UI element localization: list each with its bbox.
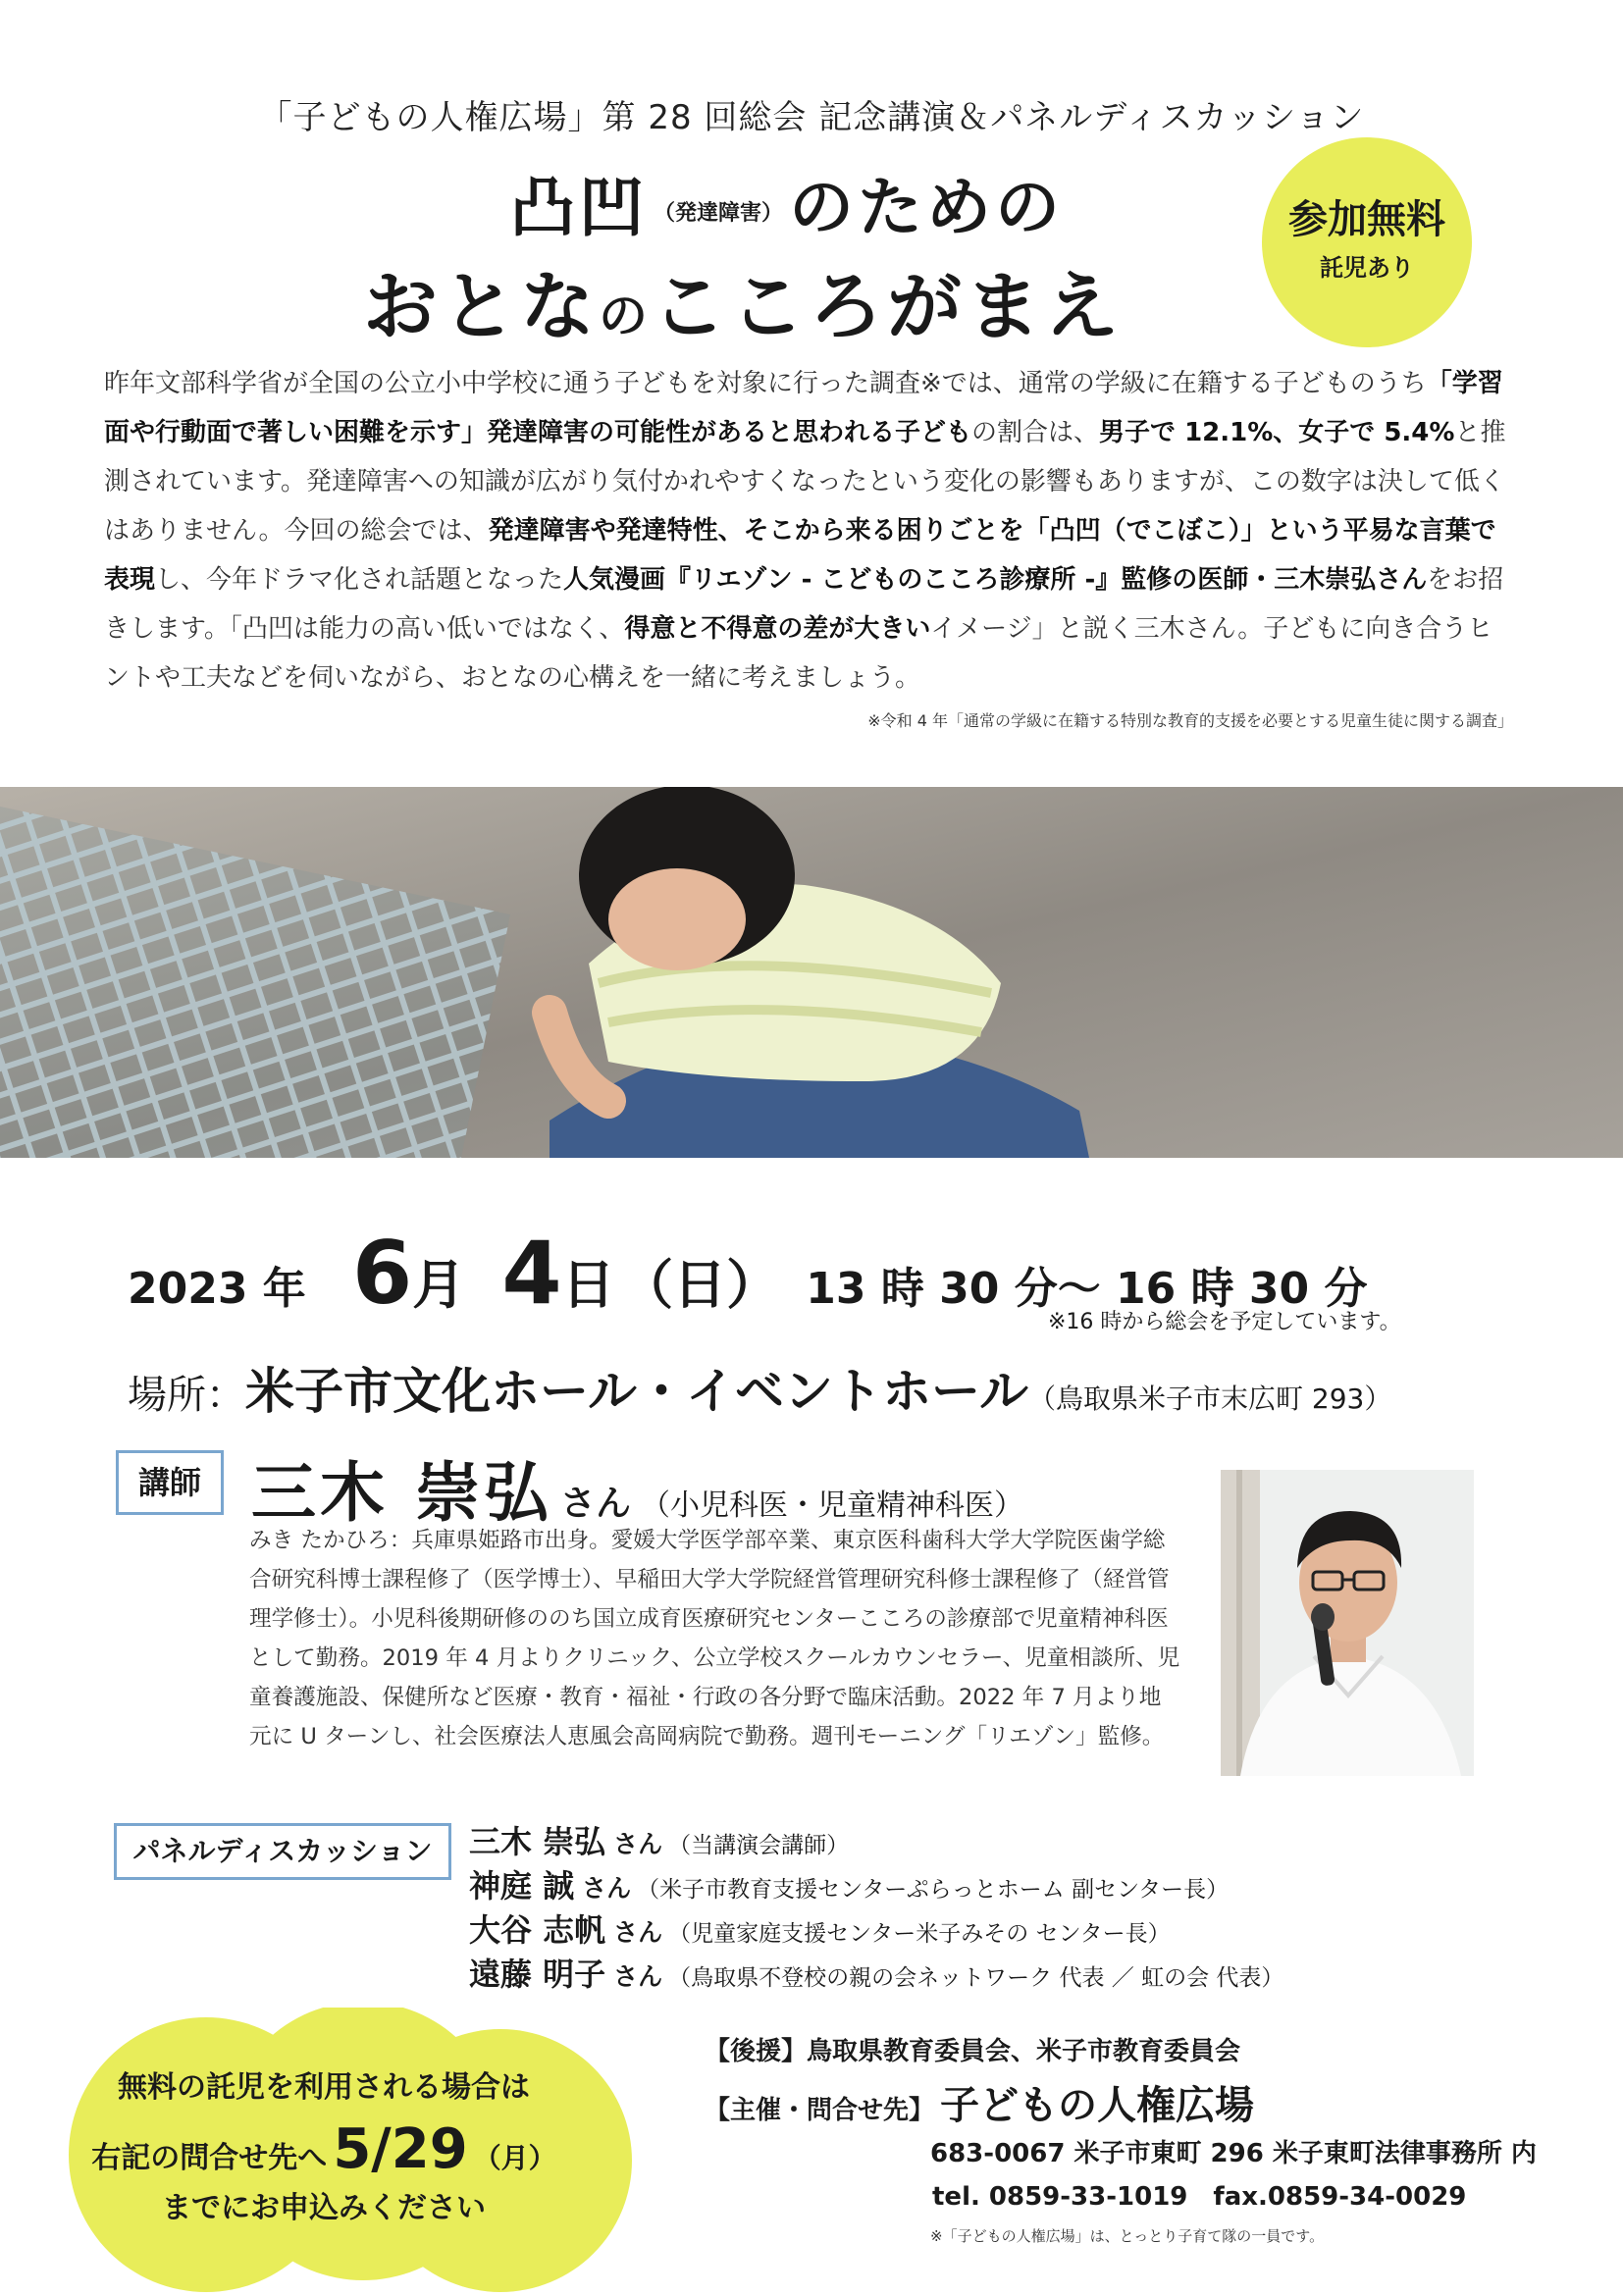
lecturer-honorific: さん <box>559 1484 631 1524</box>
event-subtitle: 「子どもの人権広場」第 28 回総会 記念講演＆パネルディスカッション <box>258 98 1365 137</box>
panelist-row <box>469 1905 1283 1950</box>
lecturer-bio: みき たかひろ：兵庫県姫路市出身。愛媛大学医学部卒業、東京医科歯科大学大学院医歯学総合研究科博士課程修了（医学博士）、早稲田大学大学院経営管理研究科修士課程修了（経営管理学修士）。小児科後期研修ののち国立成育医療研究センターこころの診療部で児童精神科医として勤務。2019 年 4 月よりクリニック、公立学校スクールカウンセラー、児童相談所、児童養護施設、保健所など医療・教育・福祉・行政の各分野で臨床活動。2022 年 7 月より地元に U ターンし、社会医療法人恵風会高岡病院で勤務。週刊モーニング「リエゾン」監修。 <box>249 1528 1180 1749</box>
panelist-role: （米子市教育支援センターぷらっとホーム 副センター長） <box>637 1877 1230 1903</box>
childcare-notice <box>39 2008 608 2226</box>
main-title-line2 <box>363 247 1123 354</box>
childcare-deadline-weekday: （月） <box>473 2142 556 2174</box>
venue-label: 場所： <box>128 1373 245 1418</box>
intro-emphasis: 男子で 12.1%、女子で 5.4% <box>1099 418 1455 447</box>
free-entry-badge <box>1262 137 1472 347</box>
panelist-row <box>469 1817 1283 1861</box>
main-title-line1 <box>510 155 1064 248</box>
intro-emphasis: 「学習面や行動面で著しい困難を示す」発達障害の可能性があると思われる子ども <box>104 369 1503 447</box>
panelist-honorific: さん <box>613 1918 663 1947</box>
panelist-row <box>469 1861 1283 1905</box>
title-note: （発達障害） <box>654 201 784 227</box>
panel-discussion-tag: パネルディスカッション <box>114 1823 451 1880</box>
date-month-unit: 月 <box>412 1254 466 1316</box>
title-for: のための <box>789 170 1065 245</box>
date-weekday: （日） <box>620 1254 780 1316</box>
panelist-name: 遠藤 明子 <box>469 1956 606 1993</box>
lecturer-name: 三木 崇弘 <box>251 1455 552 1531</box>
venue-name: 米子市文化ホール・イベントホール <box>245 1363 1028 1420</box>
date-day: 4 <box>501 1223 562 1324</box>
support-line: 【後援】鳥取県教育委員会、米子市教育委員会 <box>705 2037 1241 2066</box>
intro-emphasis: 人気漫画『リエゾン - こどものこころ診療所 -』監修の医師・三木崇弘さん <box>563 565 1428 595</box>
child-playing-photo <box>0 787 1623 1158</box>
panelist-honorific: さん <box>582 1874 632 1903</box>
title-no: の <box>599 287 652 344</box>
lecturer-role: （小児科医・児童精神科医） <box>641 1488 1023 1523</box>
lecturer-photo <box>1221 1470 1474 1776</box>
panelist-role: （鳥取県不登校の親の会ネットワーク 代表 ／ 虹の会 代表） <box>668 1965 1284 1991</box>
lecturer-tag: 講師 <box>116 1450 224 1515</box>
lecturer-heading <box>251 1440 1023 1534</box>
childcare-contact-text: 右記の問合せ先へ <box>91 2141 328 2175</box>
panelist-role: （当講演会講師） <box>668 1833 850 1858</box>
free-entry-label: 参加無料 <box>1288 197 1445 242</box>
childcare-deadline: 5/29 <box>333 2117 468 2181</box>
survey-footnote: ※令和 4 年「通常の学級に在籍する特別な教育的支援を必要とする児童生徒に関する調査」 <box>867 711 1513 730</box>
childcare-available-label: 託児あり <box>1320 254 1414 282</box>
intro-text: 昨年文部科学省が全国の公立小中学校に通う子どもを対象に行った調査※では、通常の学級に在籍する子どものうち <box>104 369 1427 398</box>
panelist-name: 大谷 志帆 <box>469 1911 606 1949</box>
panelist-row <box>469 1950 1283 1994</box>
intro-text: の割合は、 <box>971 418 1100 447</box>
time-note: ※16 時から総会を予定しています。 <box>1048 1310 1401 1334</box>
organizer-footnote: ※「子どもの人権広場」は、とっとり子育て隊の一員です。 <box>930 2227 1325 2245</box>
panelist-honorific: さん <box>613 1962 663 1991</box>
panelist-honorific: さん <box>613 1830 663 1858</box>
venue-line <box>128 1352 1391 1423</box>
intro-paragraph <box>104 359 1517 703</box>
date-day-unit: 日 <box>561 1254 615 1316</box>
title-dekoboko: 凸凹 <box>510 170 648 245</box>
panelist-name: 三木 崇弘 <box>469 1823 606 1860</box>
organizer-line <box>705 2074 1254 2130</box>
panelist-role: （児童家庭支援センター米子みその センター長） <box>668 1921 1171 1947</box>
intro-text: イメージ」と説く三木さん。子どもに向き合うヒントや工夫などを伺いながら、おとなの心構えを一緒に考えましょう。 <box>104 614 1493 693</box>
organizer-contact: tel. 0859-33-1019 fax.0859-34-0029 <box>932 2182 1467 2212</box>
childcare-line1: 無料の託児を利用される場合は <box>118 2070 530 2105</box>
childcare-line2 <box>39 2117 608 2181</box>
panelist-name: 神庭 誠 <box>469 1867 575 1905</box>
venue-address: （鳥取県米子市末広町 293） <box>1028 1383 1392 1415</box>
organizer-address: 683-0067 米子市東町 296 米子東町法律事務所 内 <box>930 2139 1537 2168</box>
panelist-list <box>469 1817 1283 1994</box>
organizer-name: 子どもの人権広場 <box>940 2083 1255 2128</box>
organizer-label: 【主催・問合せ先】 <box>705 2096 935 2125</box>
intro-emphasis: 得意と不得意の差が大きい <box>624 614 931 644</box>
title-otona: おとな <box>363 263 599 350</box>
intro-text: と推測されています。発達障害への知識が広がり気付かれやすくなったという変化の影響もありますが、この数字は決して低くはありません。今回の総会では、 <box>104 418 1506 546</box>
childcare-line3: までにお申込みください <box>162 2191 486 2225</box>
event-time: 13 時 30 分〜 16 時 30 分 <box>806 1264 1368 1314</box>
intro-text: をお招きします。「凸凹は能力の高い低いではなく、 <box>104 565 1504 644</box>
date-year: 2023 年 <box>128 1264 306 1314</box>
intro-emphasis: 発達障害や発達特性、そこから来る困りごとを「凸凹（でこぼこ）」という平易な言葉で表現 <box>104 516 1496 595</box>
title-kokorogamae: こころがまえ <box>652 263 1123 350</box>
intro-text: し、今年ドラマ化され話題となった <box>155 565 564 595</box>
date-month: 6 <box>351 1223 413 1324</box>
